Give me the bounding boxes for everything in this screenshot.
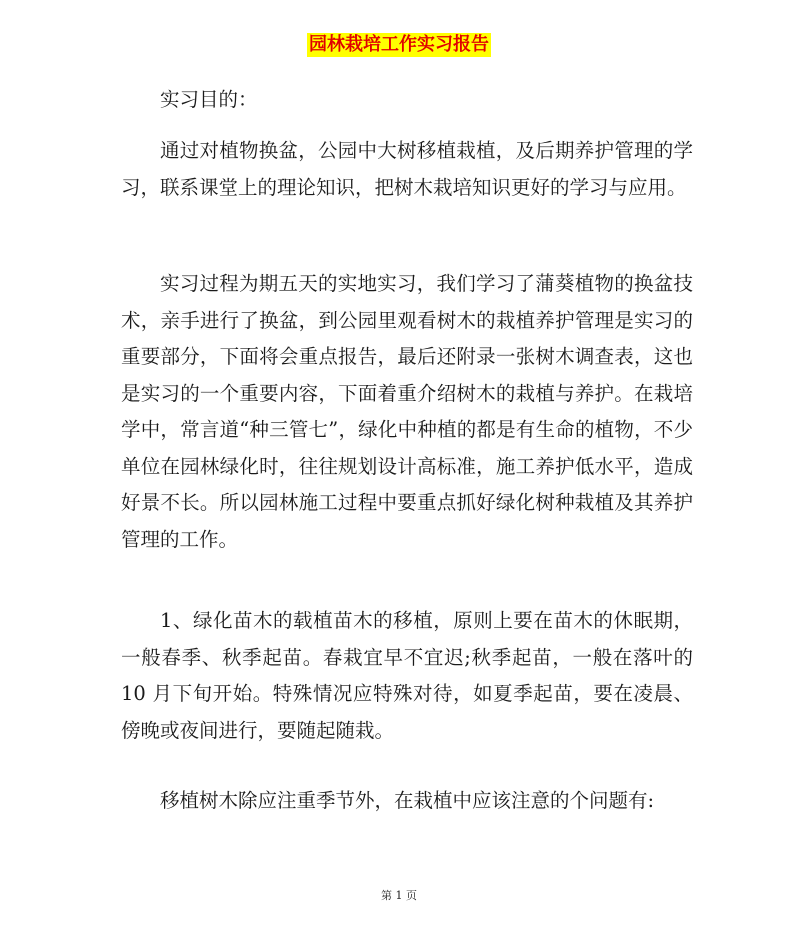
paragraph-process: 实习过程为期五天的实地实习，我们学习了蒲葵植物的换盆技术，亲手进行了换盆，到公园里观看树木的栽植养护管理是实习的重要部分，下面将会重点报告，最后还附录一张树木调查表，这也是实习的一个重要内容，下面着重介绍树木的栽植与养护。在栽培学中，常言道“种三管七”，绿化中种植的都是有生命的植物，不少单位在园林绿化时，往往规划设计高标准，施工养护低水平，造成好景不长。所以园林施工过程中要重点抓好绿化树种栽植及其养护管理的工作。 [121, 272, 693, 551]
paragraph-transplant-issues: 移植树木除应注重季节外，在栽植中应该注意的个问题有: [160, 789, 655, 812]
paragraph-section-1: 1、绿化苗木的载植苗木的移植，原则上要在苗木的休眠期，一般春季、秋季起苗。春栽宜早不宜迟;秋季起苗，一般在落叶的 10 月下旬开始。特殊情况应特殊对待，如夏季起苗，要在凌晨、傍晚或夜间进行，要随起随栽。 [121, 609, 693, 742]
title-container [0, 33, 798, 57]
paragraph-purpose-heading: 实习目的： [160, 88, 258, 111]
paragraph-purpose-body: 通过对植物换盆，公园中大树移植栽植，及后期养护管理的学习，联系课堂上的理论知识，把树木栽培知识更好的学习与应用。 [121, 139, 693, 199]
page-title: 园林栽培工作实习报告 [309, 34, 489, 55]
page-number-footer: 第 1 页 [381, 889, 417, 902]
